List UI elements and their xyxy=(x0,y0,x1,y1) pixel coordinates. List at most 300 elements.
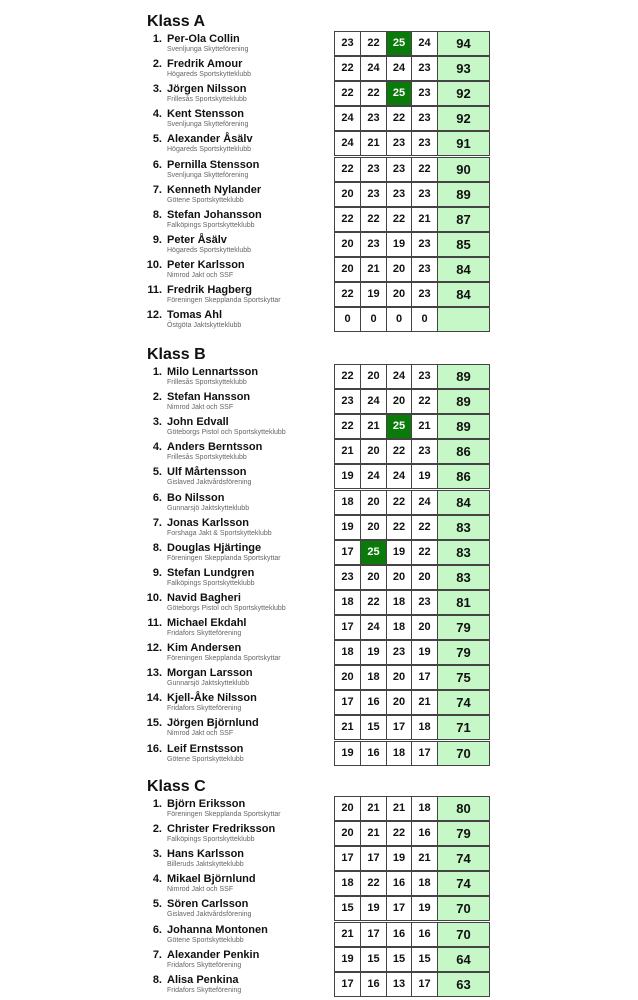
series-score: 20 xyxy=(360,515,387,540)
club-name: Frillesås Sportskytteklubb xyxy=(167,379,247,386)
series-score: 16 xyxy=(360,741,387,766)
club-name: Falköpings Sportskytteklubb xyxy=(167,836,255,844)
series-score: 22 xyxy=(386,439,412,464)
total-score: 70 xyxy=(437,922,490,947)
series-score: 17 xyxy=(411,741,438,766)
series-score: 0 xyxy=(411,307,438,332)
series-score: 22 xyxy=(411,157,438,182)
total-score: 79 xyxy=(437,821,490,846)
series-score: 22 xyxy=(360,31,387,56)
series-score: 23 xyxy=(360,157,387,182)
series-score: 19 xyxy=(334,464,361,489)
club-name: Fridafors Skytteförening xyxy=(167,630,242,637)
series-score: 20 xyxy=(334,257,361,282)
shooter-name: Michael Ekdahl xyxy=(167,617,247,629)
rank: 5. xyxy=(152,898,162,911)
series-score: 23 xyxy=(411,182,438,207)
series-score: 22 xyxy=(360,207,387,232)
total-score: 74 xyxy=(437,871,490,896)
series-score: 18 xyxy=(334,490,361,515)
club-name: Högareds Sportskytteklubb xyxy=(167,146,252,154)
series-score: 23 xyxy=(334,31,361,56)
club-name: Föreningen Skepplanda Sportskyttar xyxy=(167,655,281,663)
series-score: 18 xyxy=(411,715,438,740)
series-score: 24 xyxy=(334,131,361,156)
result-row xyxy=(0,232,638,257)
club-name: Nimrod Jakt och SSF xyxy=(167,886,234,894)
series-score: 24 xyxy=(386,464,412,489)
club-name: Götene Sportskytteklubb xyxy=(167,936,244,944)
result-row xyxy=(0,131,638,156)
series-score: 23 xyxy=(411,131,438,156)
series-score: 24 xyxy=(360,615,387,640)
series-score: 20 xyxy=(334,665,361,690)
club-name: Götene Sportskytteklubb xyxy=(167,196,244,204)
series-score: 18 xyxy=(386,590,412,615)
rank: 8. xyxy=(152,208,162,221)
series-score: 25 xyxy=(386,81,412,106)
rank: 1. xyxy=(152,33,162,45)
total-score: 85 xyxy=(437,232,490,257)
series-score: 20 xyxy=(386,282,412,307)
series-score: 22 xyxy=(411,389,438,414)
series-score: 23 xyxy=(411,257,438,282)
shooter-name: Pernilla Stensson xyxy=(167,158,260,171)
class-title: Klass A xyxy=(147,13,206,30)
series-score: 20 xyxy=(360,490,387,515)
series-score: 21 xyxy=(360,131,387,156)
club-name: Nimrod Jakt och SSF xyxy=(167,404,234,412)
club-name: Svenljunga Skytteförening xyxy=(167,121,249,129)
shooter-name: Hans Karlsson xyxy=(167,848,245,861)
series-score: 19 xyxy=(386,232,412,257)
series-score: 20 xyxy=(386,665,412,690)
shooter-name: Christer Fredriksson xyxy=(167,823,276,836)
total-score: 74 xyxy=(437,690,490,715)
total-score: 70 xyxy=(437,896,490,921)
series-score: 23 xyxy=(386,131,412,156)
series-score: 20 xyxy=(411,615,438,640)
rank: 8. xyxy=(152,973,162,986)
result-row xyxy=(0,106,638,131)
series-score: 24 xyxy=(334,106,361,131)
total-score: 94 xyxy=(437,31,490,56)
result-row xyxy=(0,690,638,715)
result-row xyxy=(0,207,638,232)
series-score: 21 xyxy=(360,821,387,846)
rank: 2. xyxy=(152,823,162,836)
result-row xyxy=(0,414,638,439)
shooter-name: Alisa Penkina xyxy=(167,973,239,986)
series-score: 20 xyxy=(360,565,387,590)
shooter-name: Jörgen Björnlund xyxy=(167,717,259,730)
series-score: 18 xyxy=(386,741,412,766)
club-name: Gislaved Jaktvårdsförening xyxy=(167,911,252,919)
series-score: 22 xyxy=(386,515,412,540)
series-score: 21 xyxy=(334,439,361,464)
series-score: 24 xyxy=(386,56,412,81)
total-score: 70 xyxy=(437,741,490,766)
series-score: 25 xyxy=(360,540,387,565)
series-score: 22 xyxy=(334,207,361,232)
series-score: 23 xyxy=(360,182,387,207)
series-score: 18 xyxy=(334,590,361,615)
club-name: Föreningen Skepplanda Sportskyttar xyxy=(167,297,281,304)
series-score: 21 xyxy=(411,414,438,439)
series-score: 21 xyxy=(360,414,387,439)
series-score: 22 xyxy=(386,106,412,131)
shooter-name: Jörgen Nilsson xyxy=(167,83,247,96)
result-row xyxy=(0,922,638,947)
series-score: 21 xyxy=(334,715,361,740)
series-score: 16 xyxy=(411,821,438,846)
series-score: 22 xyxy=(334,157,361,182)
series-score: 23 xyxy=(411,232,438,257)
series-score: 19 xyxy=(386,846,412,871)
shooter-name: Navid Bagheri xyxy=(167,591,241,604)
series-score: 25 xyxy=(386,31,412,56)
class-section xyxy=(0,345,638,766)
total-score: 63 xyxy=(437,972,490,997)
series-score: 23 xyxy=(360,232,387,257)
rank: 10. xyxy=(146,258,162,271)
rank: 14. xyxy=(146,692,162,705)
club-name: Föreningen Skepplanda Sportskyttar xyxy=(167,554,281,562)
series-score: 24 xyxy=(411,31,438,56)
shooter-name: Johanna Montonen xyxy=(167,923,268,936)
total-score: 91 xyxy=(437,131,490,156)
rank: 6. xyxy=(152,491,162,504)
shooter-name: Ulf Mårtensson xyxy=(167,466,247,479)
rank: 3. xyxy=(152,848,162,861)
series-score: 21 xyxy=(334,922,361,947)
series-score: 16 xyxy=(360,972,387,997)
series-score: 22 xyxy=(334,56,361,81)
club-name: Göteborgs Pistol och Sportskytteklubb xyxy=(167,604,286,612)
series-score: 20 xyxy=(386,389,412,414)
series-score: 23 xyxy=(411,106,438,131)
series-score: 19 xyxy=(334,515,361,540)
club-name: Svenljunga Skytteförening xyxy=(167,171,249,179)
series-score: 24 xyxy=(386,364,412,389)
total-score: 71 xyxy=(437,715,490,740)
rank: 4. xyxy=(152,441,162,454)
series-score: 18 xyxy=(386,615,412,640)
series-score: 22 xyxy=(360,81,387,106)
result-row xyxy=(0,439,638,464)
result-row xyxy=(0,540,638,565)
rank: 9. xyxy=(152,566,162,579)
club-name: Gunnarsjö Jaktskytteklubb xyxy=(167,680,250,688)
series-score: 13 xyxy=(386,972,412,997)
rank: 3. xyxy=(152,416,162,429)
series-score: 24 xyxy=(411,490,438,515)
shooter-name: Peter Karlsson xyxy=(167,258,245,271)
result-row xyxy=(0,182,638,207)
series-score: 18 xyxy=(334,871,361,896)
result-row xyxy=(0,896,638,921)
shooter-name: Bo Nilsson xyxy=(167,491,225,504)
result-row xyxy=(0,715,638,740)
rank: 4. xyxy=(152,873,162,886)
series-score: 19 xyxy=(411,640,438,665)
total-score: 80 xyxy=(437,796,490,821)
series-score: 19 xyxy=(411,464,438,489)
series-score: 17 xyxy=(386,896,412,921)
series-score: 17 xyxy=(334,540,361,565)
series-score: 24 xyxy=(360,389,387,414)
shooter-name: Peter Åsälv xyxy=(167,233,227,246)
club-name: Falköpings Sportskytteklubb xyxy=(167,579,255,587)
series-score: 19 xyxy=(360,282,387,307)
total-score: 92 xyxy=(437,106,490,131)
club-name: Forshaga Jakt & Sportskytteklubb xyxy=(167,529,272,537)
rank: 3. xyxy=(152,83,162,96)
club-name: Östgöta Jaktskytteklubb xyxy=(167,322,242,330)
series-score: 22 xyxy=(334,282,361,307)
rank: 16. xyxy=(146,742,162,755)
shooter-name: Jonas Karlsson xyxy=(167,516,249,529)
club-name: Högareds Sportskytteklubb xyxy=(167,246,252,254)
rank: 8. xyxy=(152,541,162,554)
total-score: 74 xyxy=(437,846,490,871)
result-row xyxy=(0,796,638,821)
series-score: 16 xyxy=(411,922,438,947)
rank: 5. xyxy=(152,466,162,479)
result-row xyxy=(0,282,638,307)
result-row xyxy=(0,464,638,489)
series-score: 19 xyxy=(411,896,438,921)
shooter-name: Alexander Åsälv xyxy=(167,133,253,146)
shooter-name: Sören Carlsson xyxy=(167,898,249,911)
result-row xyxy=(0,157,638,182)
series-score: 24 xyxy=(360,464,387,489)
series-score: 22 xyxy=(411,515,438,540)
series-score: 17 xyxy=(334,972,361,997)
result-row xyxy=(0,590,638,615)
series-score: 23 xyxy=(411,56,438,81)
club-name: Falköpings Sportskytteklubb xyxy=(167,221,255,229)
series-score: 21 xyxy=(360,796,387,821)
series-score: 19 xyxy=(334,947,361,972)
result-row xyxy=(0,972,638,997)
rank: 1. xyxy=(152,366,162,378)
total-score: 84 xyxy=(437,490,490,515)
rank: 5. xyxy=(152,133,162,146)
series-score: 23 xyxy=(411,282,438,307)
series-score: 18 xyxy=(411,871,438,896)
rank: 12. xyxy=(146,309,162,322)
result-row xyxy=(0,846,638,871)
shooter-name: Fredrik Amour xyxy=(167,58,243,71)
rank: 7. xyxy=(152,948,162,961)
club-name: Gunnarsjö Jaktskytteklubb xyxy=(167,504,250,512)
result-row xyxy=(0,81,638,106)
series-score: 17 xyxy=(411,972,438,997)
shooter-name: Kjell-Åke Nilsson xyxy=(167,692,257,705)
series-score: 20 xyxy=(411,565,438,590)
total-score: 83 xyxy=(437,565,490,590)
result-row xyxy=(0,31,638,56)
series-score: 21 xyxy=(386,796,412,821)
series-score: 17 xyxy=(334,615,361,640)
series-score: 23 xyxy=(386,640,412,665)
rank: 13. xyxy=(146,667,162,680)
series-score: 24 xyxy=(360,56,387,81)
total-score: 93 xyxy=(437,56,490,81)
series-score: 22 xyxy=(411,540,438,565)
series-score: 20 xyxy=(386,565,412,590)
result-row xyxy=(0,364,638,389)
shooter-name: Morgan Larsson xyxy=(167,667,253,680)
shooter-name: Douglas Hjärtinge xyxy=(167,541,262,554)
total-score: 84 xyxy=(437,257,490,282)
series-score: 21 xyxy=(360,257,387,282)
result-row xyxy=(0,56,638,81)
rank: 7. xyxy=(152,183,162,196)
series-score: 17 xyxy=(334,846,361,871)
club-name: Fridafors Skytteförening xyxy=(167,705,242,713)
series-score: 19 xyxy=(386,540,412,565)
series-score: 17 xyxy=(360,922,387,947)
series-score: 17 xyxy=(386,715,412,740)
total-score: 83 xyxy=(437,540,490,565)
series-score: 19 xyxy=(360,640,387,665)
series-score: 21 xyxy=(411,207,438,232)
rank: 6. xyxy=(152,158,162,171)
club-name: Billeruds Jaktskytteklubb xyxy=(167,861,244,869)
shooter-name: Björn Eriksson xyxy=(167,798,246,810)
shooter-name: John Edvall xyxy=(167,416,229,429)
series-score: 22 xyxy=(386,490,412,515)
series-score: 23 xyxy=(411,439,438,464)
rank: 4. xyxy=(152,108,162,121)
series-score: 19 xyxy=(334,741,361,766)
series-score: 15 xyxy=(360,715,387,740)
total-score: 90 xyxy=(437,157,490,182)
shooter-name: Fredrik Hagberg xyxy=(167,284,252,296)
result-row xyxy=(0,565,638,590)
series-score: 20 xyxy=(386,690,412,715)
series-score: 20 xyxy=(360,439,387,464)
series-score: 20 xyxy=(334,821,361,846)
total-score: 83 xyxy=(437,515,490,540)
series-score: 23 xyxy=(411,590,438,615)
rank: 11. xyxy=(147,284,162,296)
shooter-name: Stefan Johansson xyxy=(167,208,262,221)
result-row xyxy=(0,871,638,896)
rank: 11. xyxy=(147,617,162,629)
result-row xyxy=(0,821,638,846)
rank: 1. xyxy=(152,798,162,810)
club-name: Götene Sportskytteklubb xyxy=(167,755,244,763)
club-name: Gislaved Jaktvårdsförening xyxy=(167,479,252,487)
total-score: 75 xyxy=(437,665,490,690)
result-row xyxy=(0,490,638,515)
rank: 10. xyxy=(146,591,162,604)
club-name: Svenljunga Skytteförening xyxy=(167,46,249,53)
rank: 9. xyxy=(152,233,162,246)
shooter-name: Kent Stensson xyxy=(167,108,245,121)
result-row xyxy=(0,389,638,414)
series-score: 22 xyxy=(360,590,387,615)
series-score: 15 xyxy=(360,947,387,972)
series-score: 15 xyxy=(386,947,412,972)
series-score: 18 xyxy=(411,796,438,821)
series-score: 16 xyxy=(386,871,412,896)
total-score: 89 xyxy=(437,364,490,389)
result-row xyxy=(0,665,638,690)
series-score: 16 xyxy=(360,690,387,715)
club-name: Nimrod Jakt och SSF xyxy=(167,730,234,738)
class-title: Klass B xyxy=(147,346,206,363)
total-score: 81 xyxy=(437,590,490,615)
shooter-name: Alexander Penkin xyxy=(167,948,260,961)
series-score: 0 xyxy=(334,307,361,332)
club-name: Göteborgs Pistol och Sportskytteklubb xyxy=(167,429,286,437)
series-score: 15 xyxy=(334,896,361,921)
series-score: 25 xyxy=(386,414,412,439)
series-score: 20 xyxy=(334,796,361,821)
series-score: 23 xyxy=(386,157,412,182)
total-score: 89 xyxy=(437,389,490,414)
total-score: 86 xyxy=(437,439,490,464)
total-score: 79 xyxy=(437,640,490,665)
shooter-name: Kenneth Nylander xyxy=(167,183,262,196)
shooter-name: Tomas Ahl xyxy=(167,309,223,322)
club-name: Föreningen Skepplanda Sportskyttar xyxy=(167,811,281,818)
series-score: 20 xyxy=(334,182,361,207)
series-score: 21 xyxy=(411,690,438,715)
series-score: 21 xyxy=(411,846,438,871)
series-score: 23 xyxy=(334,565,361,590)
club-name: Frillesås Sportskytteklubb xyxy=(167,96,247,104)
series-score: 23 xyxy=(411,364,438,389)
total-score: 92 xyxy=(437,81,490,106)
total-score: 79 xyxy=(437,615,490,640)
result-row xyxy=(0,741,638,766)
series-score: 23 xyxy=(386,182,412,207)
series-score: 22 xyxy=(334,414,361,439)
series-score: 0 xyxy=(360,307,387,332)
rank: 12. xyxy=(146,642,162,655)
series-score: 23 xyxy=(360,106,387,131)
result-row xyxy=(0,615,638,640)
total-score: 86 xyxy=(437,464,490,489)
total-score: 84 xyxy=(437,282,490,307)
shooter-name: Kim Andersen xyxy=(167,642,242,655)
shooter-name: Stefan Lundgren xyxy=(167,566,255,579)
series-score: 20 xyxy=(360,364,387,389)
series-score: 22 xyxy=(360,871,387,896)
total-score: 64 xyxy=(437,947,490,972)
rank: 15. xyxy=(146,717,162,730)
class-section xyxy=(0,12,638,332)
total-score: 89 xyxy=(437,182,490,207)
club-name: Nimrod Jakt och SSF xyxy=(167,271,234,279)
club-name: Högareds Sportskytteklubb xyxy=(167,71,252,79)
class-section xyxy=(0,777,638,997)
shooter-name: Mikael Björnlund xyxy=(167,873,256,886)
rank: 6. xyxy=(152,923,162,936)
rank: 2. xyxy=(152,391,162,404)
rank: 2. xyxy=(152,58,162,71)
series-score: 16 xyxy=(386,922,412,947)
series-score: 23 xyxy=(411,81,438,106)
series-score: 17 xyxy=(411,665,438,690)
total-score: 89 xyxy=(437,414,490,439)
series-score: 18 xyxy=(334,640,361,665)
